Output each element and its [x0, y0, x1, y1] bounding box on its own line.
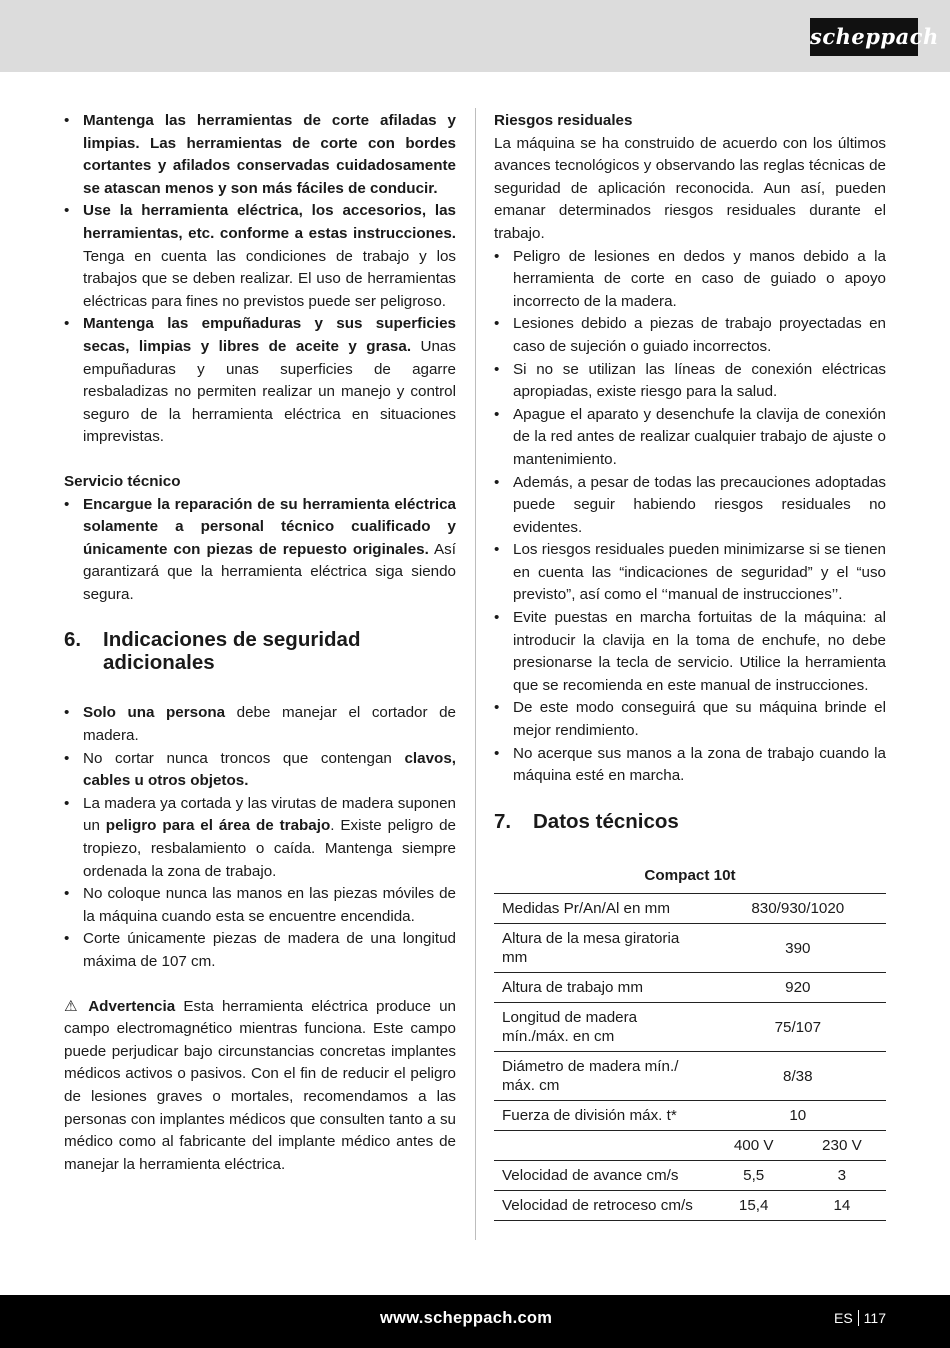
residual-risks-list — [494, 246, 886, 788]
residual-risks-heading: Riesgos residuales — [494, 112, 633, 129]
additional-safety-list — [64, 702, 456, 973]
table-row: Velocidad de avance cm/s 5,5 3 — [494, 1161, 886, 1191]
warning-label: Advertencia — [88, 997, 176, 1015]
table-row: Longitud de madera mín./máx. en cm 75/107 — [494, 1003, 886, 1052]
list-item: • No acerque sus manos a la zona de trabajo cuando la máquina esté en marcha. — [494, 744, 886, 785]
section-7-heading — [494, 810, 886, 833]
section-number: 7. — [494, 809, 512, 833]
list-item: • No coloque nunca las manos en las piezas móviles de la máquina cuando esta se encuentre encendida. — [64, 885, 456, 925]
header-bar — [0, 0, 950, 72]
bullet-icon: • — [494, 699, 500, 717]
footer-bar — [0, 1295, 950, 1348]
table-row: 400 V 230 V — [494, 1131, 886, 1161]
section-title: Indicaciones de seguridad adicionales — [103, 628, 361, 675]
list-item: • Peligro de lesiones en dedos y manos debido a la herramienta de corte en caso de guiado o apoyo incorrecto de la madera. — [494, 247, 886, 310]
page-number: ES 117 — [833, 1310, 886, 1326]
bullet-icon: • — [64, 749, 70, 767]
bullet-icon: • — [64, 794, 70, 812]
bullet-icon: • — [494, 405, 500, 423]
section-title: Datos técnicos — [533, 809, 679, 833]
list-item: • Lesiones debido a piezas de trabajo proyectadas en caso de sujeción o guiado incorrectos. — [494, 315, 886, 355]
list-item: • Si no se utilizan las líneas de conexión eléctricas apropiadas, existe riesgo para la salud. — [494, 360, 886, 401]
technical-data-table — [494, 861, 886, 1222]
table-row: Velocidad de retroceso cm/s 15,4 14 — [494, 1191, 886, 1221]
bullet-icon: • — [64, 202, 70, 220]
list-item: • Encargue la reparación de su herramienta eléctrica solamente a personal técnico cualificado y únicamente con piezas de repuesto originales. Así garantizará que la herramienta eléctrica siga siendo segura. — [64, 495, 456, 603]
table-row: Altura de trabajo mm 920 — [494, 973, 886, 1003]
bullet-icon: • — [64, 315, 70, 333]
section-number: 6. — [64, 628, 82, 652]
bullet-icon: • — [494, 315, 500, 333]
residual-risks-intro: La máquina se ha construido de acuerdo con los últimos avances tecnológicos y observando las reglas técnicas de seguridad de aplicación reconocida. Aun así, pueden emanar determinados riesgos residuales durante el trabajo. — [494, 134, 886, 242]
list-item: • Corte únicamente piezas de madera de una longitud máxima de 107 cm. — [64, 930, 456, 970]
bullet-icon: • — [494, 541, 500, 559]
list-item: • Mantenga las empuñaduras y sus superficies secas, limpias y libres de aceite y grasa. Unas empuñaduras y unas superficies de agarre resbaladizas no permiten realizar un manejo y control seguro de la herramienta eléctrica en situaciones imprevistas. — [64, 315, 456, 446]
table-row: Medidas Pr/An/Al en mm 830/930/1020 — [494, 894, 886, 924]
warning-paragraph: ⚠ Advertencia Esta herramienta eléctrica produce un campo electromagnético mientras funciona. Este campo puede perjudicar bajo circunstancias concretas implantes médicos activos o pasivos. Con el fin de reducir el peligro de lesiones graves o mortales, recomendamos a las personas con implantes médicos que consulten tanto a su médico como al fabricante del implante médico antes de manejar la herramienta eléctrica. — [64, 997, 456, 1173]
bullet-icon: • — [64, 495, 70, 513]
bullet-icon: • — [494, 360, 500, 378]
bullet-icon: • — [494, 744, 500, 762]
table-row: Fuerza de división máx. t* 10 — [494, 1101, 886, 1131]
list-item: • Evite puestas en marcha fortuitas de la máquina: al introducir la clavija en la toma de enchufe, no debe presionarse la tecla de servicio. Utilice la herramienta que se recomienda en este manual de instrucciones. — [494, 609, 886, 694]
bullet-icon: • — [64, 112, 70, 129]
safety-bullets-list — [64, 110, 456, 449]
website-link[interactable]: www.scheppach.com — [380, 1309, 553, 1327]
right-column — [494, 110, 886, 1221]
bullet-icon: • — [64, 704, 70, 722]
scheppach-logo: scheppach — [810, 18, 918, 56]
list-item: • Además, a pesar de todas las precauciones adoptadas puede seguir habiendo riesgos residuales no evidentes. — [494, 473, 886, 536]
list-item: • No cortar nunca troncos que contengan clavos, cables u otros objetos. — [64, 749, 456, 790]
bullet-icon: • — [494, 473, 500, 491]
table-row: Altura de la mesa giratoria mm 390 — [494, 924, 886, 973]
bullet-icon: • — [64, 885, 70, 903]
left-column — [64, 110, 456, 1176]
service-heading: Servicio técnico — [64, 472, 181, 490]
list-item: • La madera ya cortada y las virutas de madera suponen un peligro para el área de trabajo. Existe peligro de tropiezo, resbalamiento o caída. Mantenga siempre ordenada la zona de trabajo. — [64, 794, 456, 880]
table-header: Compact 10t — [494, 861, 886, 894]
bullet-icon: • — [64, 930, 70, 948]
bullet-icon: • — [494, 247, 500, 265]
list-item: • Apague el aparato y desenchufe la clavija de conexión de la red antes de realizar cualquier trabajo de ajuste o mantenimiento. — [494, 405, 886, 468]
list-item: • Los riesgos residuales pueden minimizarse si se tienen en cuenta las “indicaciones de seguridad” y el “uso previsto”, así como el ‘‘manual de instrucciones’’. — [494, 541, 886, 604]
list-item: • De este modo conseguirá que su máquina brinde el mejor rendimiento. — [494, 699, 886, 740]
table-row: Diámetro de madera mín./ máx. cm 8/38 — [494, 1052, 886, 1101]
bullet-icon: • — [494, 609, 500, 627]
list-item: • Solo una persona debe manejar el cortador de madera. — [64, 704, 456, 745]
service-list — [64, 494, 456, 607]
list-item: • Mantenga las herramientas de corte afiladas y limpias. Las herramientas de corte con bordes cortantes y afilados conservadas cuidadosamente se atascan menos y son más fáciles de conducir. — [64, 112, 456, 197]
column-divider — [475, 108, 476, 1240]
section-6-heading — [64, 628, 456, 674]
warning-triangle-icon: ⚠ — [64, 997, 78, 1015]
list-item: • Use la herramienta eléctrica, los accesorios, las herramientas, etc. conforme a estas instrucciones. Tenga en cuenta las condiciones de trabajo y los trabajos que se deben realizar. El uso de herramientas eléctricas para fines no previstos puede ser peligroso. — [64, 202, 456, 310]
